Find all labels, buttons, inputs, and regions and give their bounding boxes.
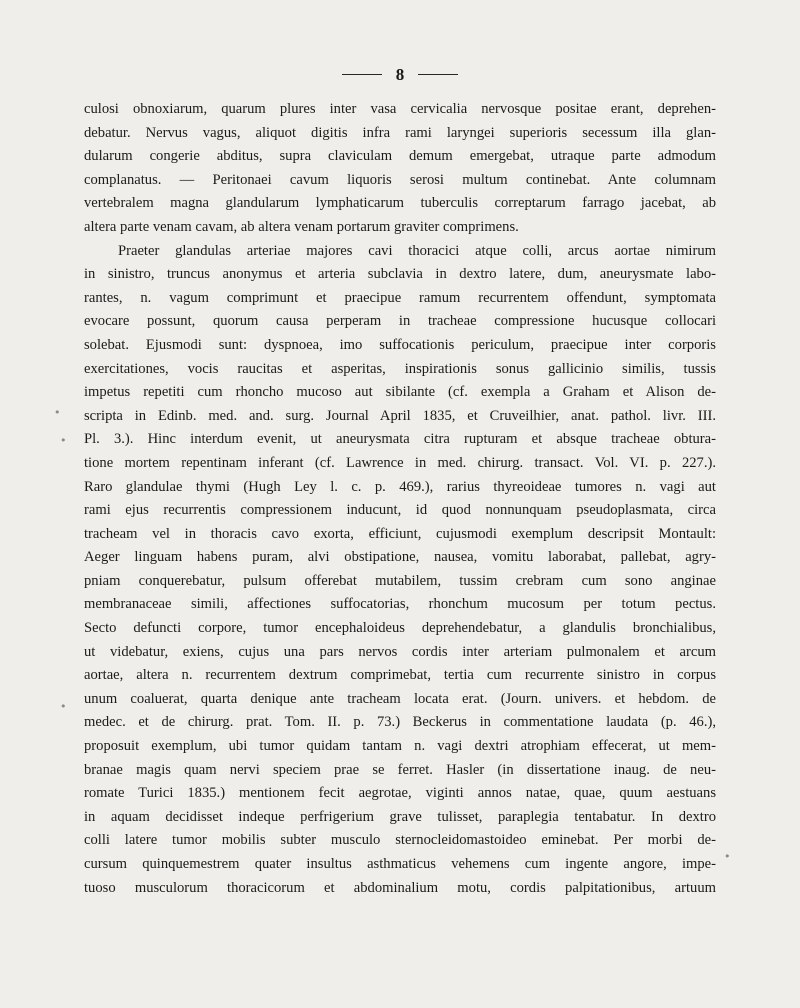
page-number: 8 bbox=[395, 64, 405, 84]
text-line: culosi obnoxiarum, quarum plures inter vasa cervicalia nervosque positae erant, deprehen- bbox=[84, 101, 716, 117]
text-line: debatur. Nervus vagus, aliquot digitis infra rami laryngei superioris secessum illa glan- bbox=[84, 124, 716, 141]
text-line: complanatus. — Peritonaei cavum liquoris serosi multum continebat. Ante columnam bbox=[84, 171, 716, 188]
margin-speck-icon: • bbox=[54, 406, 61, 419]
text-line: tuoso musculorum thoracicorum et abdominalium motu, cordis palpitationibus, artuum bbox=[84, 879, 716, 896]
margin-speck-icon: • bbox=[60, 434, 67, 447]
text-line: Pl. 3.). Hinc interdum evenit, ut aneurysmata citra rupturam et absque tracheae obtura- bbox=[84, 431, 716, 448]
text-line: membranaceae simili, affectiones suffocatorias, rhonchum mucosum per totum pectus. bbox=[84, 596, 716, 613]
header-rule-left bbox=[342, 74, 382, 75]
page-header bbox=[0, 62, 800, 86]
text-line: in aquam decidisset indeque perfrigerium grave tulisset, paraplegia tentabatur. In dextro bbox=[84, 808, 716, 825]
text-line: romate Turici 1835.) mentionem fecit aegrotae, viginti annos natae, quae, quum aestuans bbox=[84, 785, 716, 802]
text-line: pniam conquerebatur, pulsum offerebat mutabilem, tussim crebram cum sono anginae bbox=[84, 572, 716, 589]
text-line: rami ejus recurrentis compressionem inducunt, id quod nonnunquam pseudoplasmata, circa bbox=[84, 502, 716, 519]
body-text bbox=[84, 98, 716, 900]
text-line: Raro glandulae thymi (Hugh Ley l. c. p. 469.), rarius thyreoideae tumores n. vagi aut bbox=[84, 478, 716, 495]
text-line: tione mortem repentinam inferant (cf. Lawrence in med. chirurg. transact. Vol. VI. p. 227.). bbox=[84, 454, 716, 471]
text-line: ut videbatur, exiens, cujus una pars nervos cordis inter arteriam pulmonalem et arcum bbox=[84, 643, 716, 660]
text-line: medec. et de chirurg. prat. Tom. II. p. 73.) Beckerus in commentatione laudata (p. 46.), bbox=[84, 714, 716, 731]
header-rule-right bbox=[418, 74, 458, 75]
margin-speck-icon: • bbox=[724, 850, 731, 863]
margin-speck-icon: • bbox=[60, 700, 67, 713]
text-line: solebat. Ejusmodi sunt: dyspnoea, imo suffocationis periculum, praecipue inter corporis bbox=[84, 336, 716, 353]
text-line: branae magis quam nervi speciem prae se ferret. Hasler (in dissertatione inaug. de neu- bbox=[84, 761, 716, 778]
text-line: evocare possunt, quorum causa perperam in tracheae compressione hucusque collocari bbox=[84, 313, 716, 330]
text-line: altera parte venam cavam, ab altera venam portarum graviter comprimens. bbox=[84, 218, 519, 235]
text-line: unum coaluerat, quarta denique ante tracheam locata erat. (Journ. univers. et hebdom. de bbox=[84, 690, 716, 707]
text-line: proposuit exemplum, ubi tumor quidam tantam n. vagi dextri atrophiam effecerat, ut mem- bbox=[84, 738, 716, 755]
paragraph-start-line: Praeter glandulas arteriae majores cavi thoracici atque colli, arcus aortae nimirum bbox=[118, 242, 716, 259]
text-line: vertebralem magna glandularum lymphaticarum tuberculis correptarum farrago jacebat, ab bbox=[84, 195, 716, 212]
text-line: dularum congerie abditus, supra claviculam demum emergebat, utraque parte admodum bbox=[84, 148, 716, 165]
text-line: aortae, altera n. recurrentem dextrum comprimebat, tertia cum recurrente sinistro in corpus bbox=[84, 667, 716, 684]
text-line: impetus repetiti cum rhoncho mucoso aut sibilante (cf. exempla a Graham et Alison de- bbox=[84, 384, 716, 401]
text-line: scripta in Edinb. med. and. surg. Journal April 1835, et Cruveilhier, anat. pathol. livr. III. bbox=[84, 407, 716, 424]
text-line: cursum quinquemestrem quater insultus asthmaticus vehemens cum ingente angore, impe- bbox=[84, 856, 716, 872]
text-line: in sinistro, truncus anonymus et arteria subclavia in dextro latere, dum, aneurysmate labo- bbox=[84, 266, 716, 283]
text-line: rantes, n. vagum comprimunt et praecipue ramum recurrentem offendunt, symptomata bbox=[84, 289, 716, 306]
text-line: Aeger linguam habens puram, alvi obstipatione, nausea, vomitu laborabat, pallebat, agry- bbox=[84, 549, 716, 566]
text-line: exercitationes, vocis raucitas et asperitas, inspirationis sonus gallicinio similis, tussis bbox=[84, 360, 716, 377]
text-line: Secto defuncti corpore, tumor encephaloideus deprehendebatur, a glandulis bronchialibus, bbox=[84, 620, 716, 637]
text-line: tracheam vel in thoracis cavo exorta, efficiunt, cujusmodi exemplum descripsit Montault: bbox=[84, 525, 716, 542]
text-line: colli latere tumor mobilis subter musculo sternocleidomastoideo eminebat. Per morbi de- bbox=[84, 832, 716, 849]
